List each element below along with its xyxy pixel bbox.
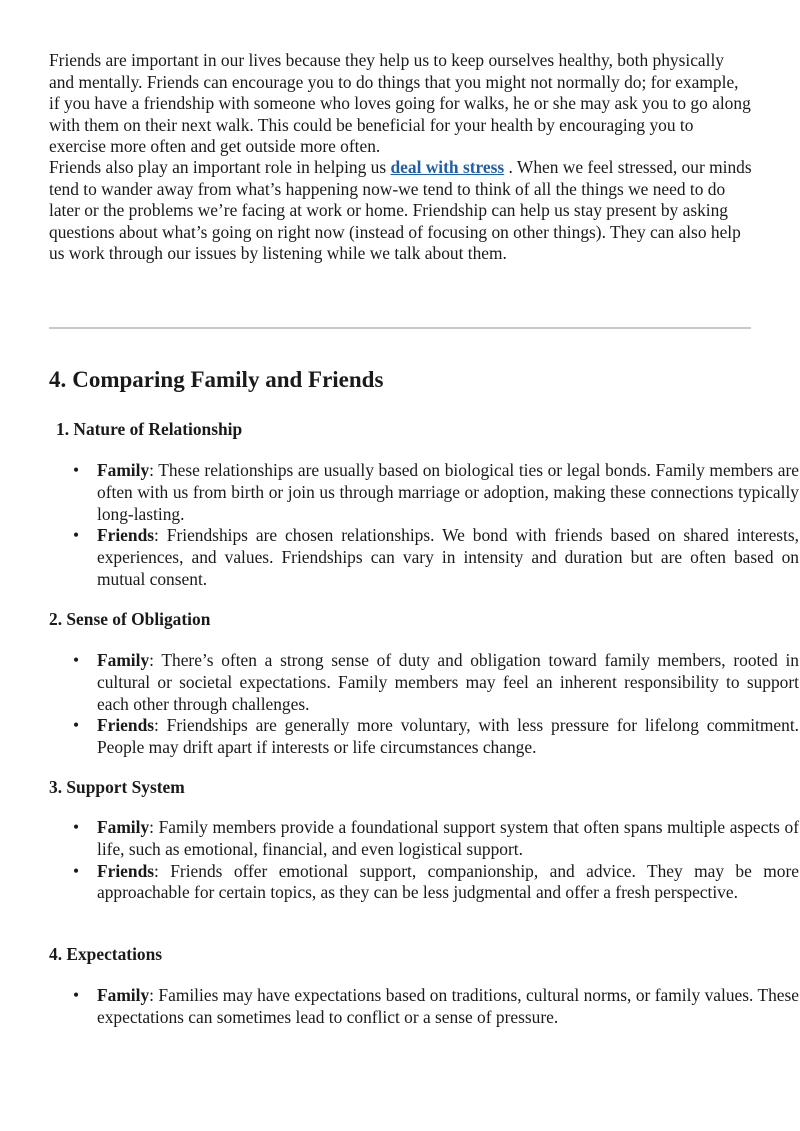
list-item <box>97 650 799 715</box>
section-number: 4. <box>49 367 67 392</box>
item-term: Family <box>97 985 150 1005</box>
list-item <box>97 460 799 525</box>
item-term: Friends <box>97 860 155 881</box>
item-term: Family <box>97 650 150 670</box>
section-heading <box>49 366 383 394</box>
list-item <box>97 861 799 905</box>
deal-with-stress-link[interactable]: deal with stress <box>390 157 505 177</box>
intro-paragraph-2-end: . When we feel stressed, our minds tend to wander away from what’s happening now-we tend to think of all the things we need to do later or the problems we’re facing at work or home. Friendship can help us stay present by asking questions about what’s going on right now (instead of focusing on other things). They can also help us work through our issues by listening while we talk about them. <box>49 157 752 263</box>
list-support <box>49 817 799 904</box>
item-term: Family <box>97 460 150 480</box>
item-text: : Family members provide a foundational support system that often spans multiple aspects of life, such as emotional, financial, and even logistical support. <box>97 817 799 859</box>
item-text: : These relationships are usually based on biological ties or legal bonds. Family members are often with us from birth or join us through marriage or adoption, making these connections typically long-lasting. <box>97 460 799 524</box>
list-item <box>97 817 799 861</box>
list-nature <box>49 460 799 591</box>
intro-paragraph-2 <box>49 157 753 265</box>
item-term: Friends <box>97 525 155 546</box>
subsection-heading-support: 3. Support System <box>49 777 185 797</box>
item-text: : Friendships are chosen relationships. We bond with friends based on shared interests, experiences, and values. Friendships can vary in intensity and duration but are often based on mutual consent. <box>97 525 799 589</box>
subsection-heading-expectations: 4. Expectations <box>49 944 163 964</box>
intro-paragraph-2-start: Friends also play an important role in helping us <box>49 157 391 177</box>
item-text: : Families may have expectations based on traditions, cultural norms, or family values. These expectations can sometimes lead to conflict or a sense of pressure. <box>97 985 799 1027</box>
subsection-heading-nature: 1. Nature of Relationship <box>56 419 243 439</box>
item-text: : Friendships are generally more voluntary, with less pressure for lifelong commitment. People may drift apart if interests or life circumstances change. <box>97 715 799 758</box>
list-item <box>97 715 799 759</box>
list-obligation <box>49 650 799 759</box>
list-item <box>97 985 799 1029</box>
subsection-heading-obligation: 2. Sense of Obligation <box>49 609 211 629</box>
list-item <box>97 525 799 590</box>
item-term: Family <box>97 817 150 837</box>
section-title: Comparing Family and Friends <box>72 367 384 392</box>
item-text: : Friends offer emotional support, companionship, and advice. They may be more approachable for certain topics, as they can be less judgmental and offer a fresh perspective. <box>97 860 799 903</box>
list-expectations <box>49 985 799 1029</box>
intro-paragraph-1: Friends are important in our lives because they help us to keep ourselves healthy, both physically and mentally. Friends can encourage you to do things that you might not normally do; for example, if you have a friendship with someone who loves going for walks, he or she may ask you to go along with them on their next walk. This could be beneficial for your health by encouraging you to exercise more often and get outside more often. <box>49 50 751 156</box>
section-divider <box>49 327 751 329</box>
item-term: Friends <box>97 715 155 736</box>
item-text: : There’s often a strong sense of duty and obligation toward family members, rooted in cultural or societal expectations. Family members may feel an inherent responsibility to support each other through challenges. <box>97 650 799 714</box>
